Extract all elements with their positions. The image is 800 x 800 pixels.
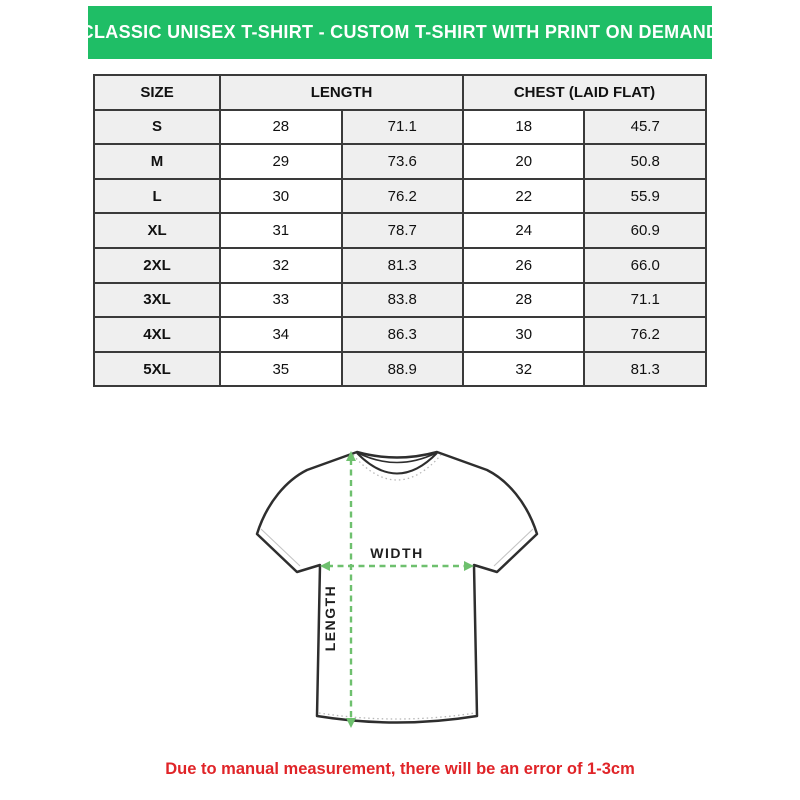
tshirt-outline [257, 452, 537, 723]
banner-title: CLASSIC UNISEX T-SHIRT - CUSTOM T-SHIRT WITH PRINT ON DEMAND [88, 6, 712, 59]
cell-length-in: 28 [220, 110, 341, 145]
table-row [94, 283, 706, 318]
table-row [94, 110, 706, 145]
cell-chest-cm: 71.1 [584, 283, 706, 318]
cell-chest-cm: 55.9 [584, 179, 706, 214]
cell-length-cm: 71.1 [342, 110, 463, 145]
cell-chest-cm: 45.7 [584, 110, 706, 145]
cell-length-cm: 78.7 [342, 213, 463, 248]
cell-length-cm: 81.3 [342, 248, 463, 283]
table-row [94, 248, 706, 283]
cell-chest-in: 22 [463, 179, 584, 214]
cell-length-in: 34 [220, 317, 341, 352]
cell-size: 5XL [94, 352, 220, 387]
header-size: SIZE [94, 75, 220, 110]
cell-size: S [94, 110, 220, 145]
header-length: LENGTH [220, 75, 463, 110]
cell-size: 2XL [94, 248, 220, 283]
cell-length-cm: 86.3 [342, 317, 463, 352]
table-header-row [94, 75, 706, 110]
cell-chest-in: 32 [463, 352, 584, 387]
table-row [94, 144, 706, 179]
cell-size: 3XL [94, 283, 220, 318]
cell-size: 4XL [94, 317, 220, 352]
length-label: LENGTH [322, 584, 338, 652]
cell-length-cm: 73.6 [342, 144, 463, 179]
cell-chest-in: 18 [463, 110, 584, 145]
cell-chest-cm: 76.2 [584, 317, 706, 352]
cell-length-in: 35 [220, 352, 341, 387]
cell-length-cm: 83.8 [342, 283, 463, 318]
cell-chest-in: 20 [463, 144, 584, 179]
table-row [94, 179, 706, 214]
table-row [94, 317, 706, 352]
cell-size: L [94, 179, 220, 214]
cell-chest-in: 24 [463, 213, 584, 248]
cell-size: M [94, 144, 220, 179]
table-row [94, 352, 706, 387]
cell-length-cm: 88.9 [342, 352, 463, 387]
width-label: WIDTH [370, 545, 424, 561]
cell-chest-cm: 50.8 [584, 144, 706, 179]
cell-length-in: 33 [220, 283, 341, 318]
cell-length-in: 31 [220, 213, 341, 248]
cell-size: XL [94, 213, 220, 248]
measurement-note: Due to manual measurement, there will be an error of 1-3cm [165, 760, 635, 778]
cell-chest-cm: 66.0 [584, 248, 706, 283]
cell-chest-in: 28 [463, 283, 584, 318]
cell-chest-cm: 60.9 [584, 213, 706, 248]
cell-length-in: 30 [220, 179, 341, 214]
cell-length-cm: 76.2 [342, 179, 463, 214]
cell-chest-cm: 81.3 [584, 352, 706, 387]
cell-chest-in: 26 [463, 248, 584, 283]
header-chest: CHEST (LAID FLAT) [463, 75, 706, 110]
cell-length-in: 29 [220, 144, 341, 179]
size-chart-table [93, 74, 707, 387]
cell-chest-in: 30 [463, 317, 584, 352]
cell-length-in: 32 [220, 248, 341, 283]
table-row [94, 213, 706, 248]
tshirt-diagram [245, 438, 555, 758]
